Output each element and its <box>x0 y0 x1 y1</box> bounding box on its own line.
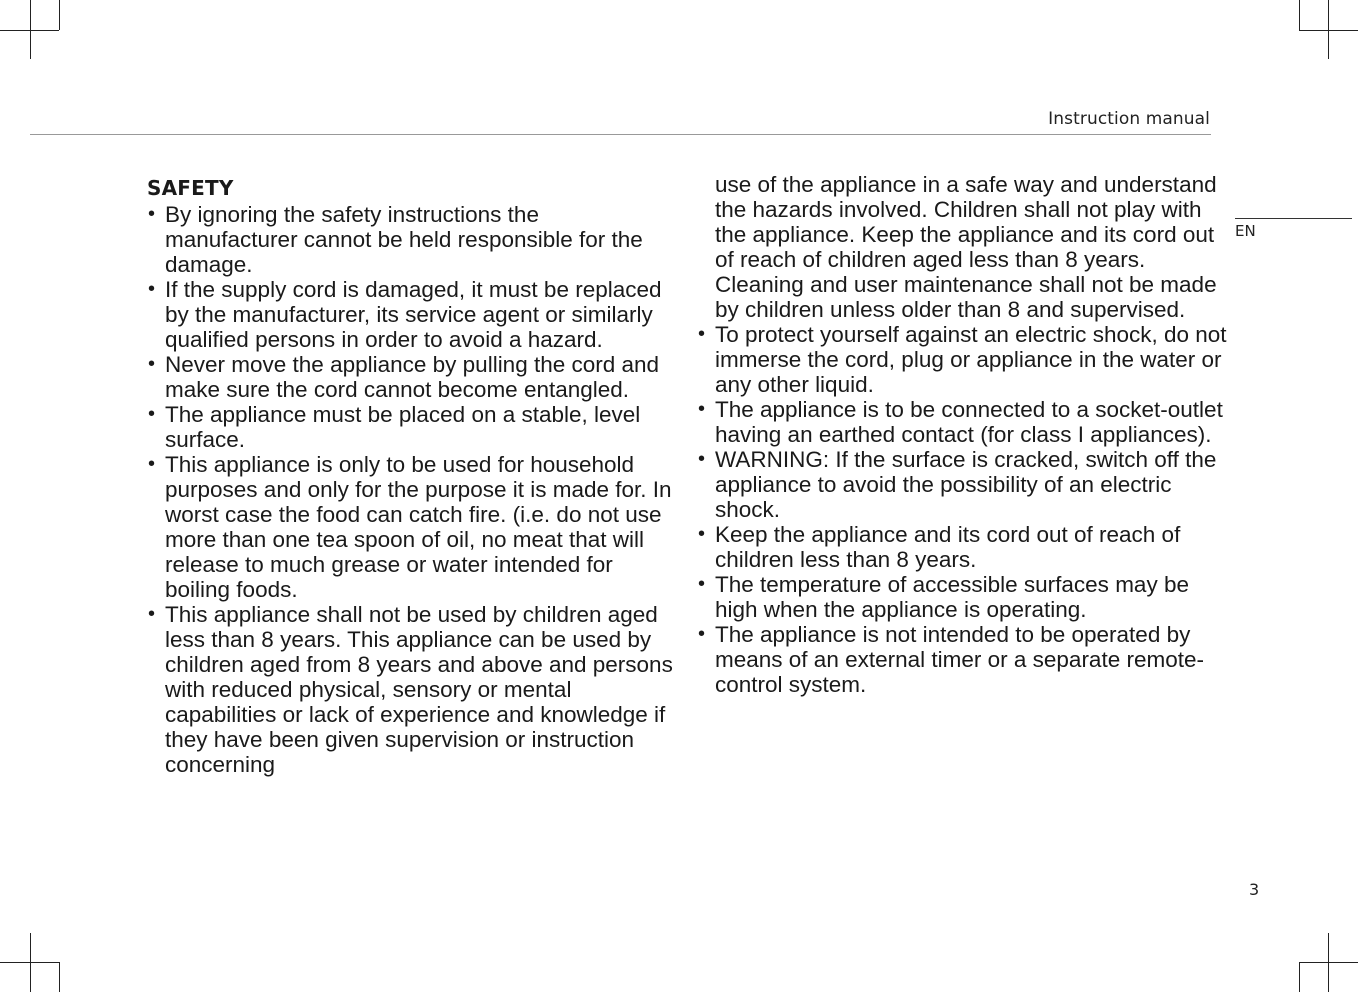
list-item: • This appliance is only to be used for household purposes and only for the purpose it is made for. In worst case the food can catch fire. (i.e. do not use more than one tea spoon of oil, no meat that will release to much grease or water intended for boiling foods. <box>147 452 677 602</box>
crop-mark <box>59 0 60 30</box>
list-item: • The appliance is not intended to be operated by means of an external timer or a separate remote-control system. <box>697 622 1227 697</box>
right-column <box>697 172 1227 697</box>
list-item: • To protect yourself against an electric shock, do not immerse the cord, plug or appliance in the water or any other liquid. <box>697 322 1227 397</box>
running-header: Instruction manual <box>1048 109 1210 129</box>
crop-mark <box>30 933 31 992</box>
list-item: • Never move the appliance by pulling the cord and make sure the cord cannot become entangled. <box>147 352 677 402</box>
page-number: 3 <box>1249 880 1260 899</box>
crop-mark <box>59 962 60 992</box>
crop-mark <box>1328 0 1329 59</box>
list-item: • Keep the appliance and its cord out of reach of children less than 8 years. <box>697 522 1227 572</box>
section-title: SAFETY <box>147 176 234 200</box>
list-item: • If the supply cord is damaged, it must be replaced by the manufacturer, its service agent or similarly qualified persons in order to avoid a hazard. <box>147 277 677 352</box>
list-item: • The appliance must be placed on a stable, level surface. <box>147 402 677 452</box>
crop-mark <box>30 0 31 59</box>
list-item: • The appliance is to be connected to a socket-outlet having an earthed contact (for class I appliances). <box>697 397 1227 447</box>
header-divider <box>30 134 1211 135</box>
list-item: • WARNING: If the surface is cracked, switch off the appliance to avoid the possibility of an electric shock. <box>697 447 1227 522</box>
crop-mark <box>1328 933 1329 992</box>
crop-mark <box>1299 0 1300 30</box>
list-item: • This appliance shall not be used by children aged less than 8 years. This appliance can be used by children aged from 8 years and above and persons with reduced physical, sensory or mental capabilities or lack of experience and knowledge if they have been given supervision or instruction concerning <box>147 602 677 777</box>
language-tab-divider <box>1235 218 1352 219</box>
list-item: • The temperature of accessible surfaces may be high when the appliance is operating. <box>697 572 1227 622</box>
language-tab: EN <box>1235 222 1256 240</box>
safety-list-left <box>147 202 677 777</box>
list-item: • By ignoring the safety instructions the manufacturer cannot be held responsible for the damage. <box>147 202 677 277</box>
safety-list-right <box>697 322 1227 697</box>
crop-mark <box>1299 962 1300 992</box>
left-column <box>147 174 677 777</box>
list-item-continuation: use of the appliance in a safe way and understand the hazards involved. Children shall not play with the appliance. Keep the appliance and its cord out of reach of children aged less than 8 years. Cleaning and user maintenance shall not be made by children unless older than 8 and supervised. <box>715 172 1217 322</box>
